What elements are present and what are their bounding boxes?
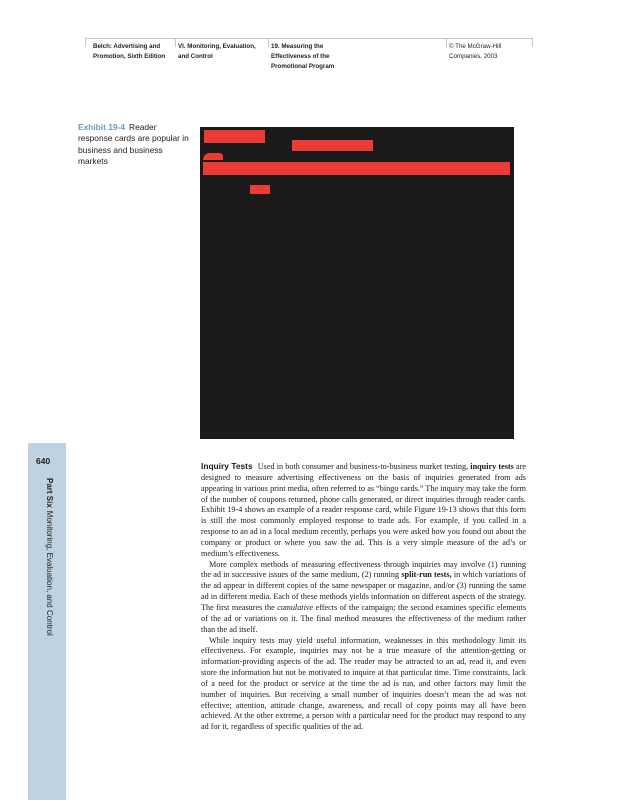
exhibit-redaction-block xyxy=(203,162,510,175)
exhibit-redaction-block xyxy=(292,140,373,151)
header-divider xyxy=(268,39,269,47)
exhibit-caption xyxy=(78,122,193,167)
page-number: 640 xyxy=(36,456,51,466)
part-spine-label xyxy=(44,478,54,654)
paragraph xyxy=(201,560,526,636)
paragraph xyxy=(201,461,526,560)
part-title: Monitoring, Evaluation, and Control xyxy=(45,510,54,636)
emphasis: cumulative xyxy=(277,602,314,612)
text-run: in which variations of the ad appear in different copies of the same newspaper or magazine, and/or (3) running the same ad in different media. Each of these methods yields information on different aspects of the strategy. The first measures the xyxy=(201,570,526,612)
part-number: Part Six xyxy=(45,478,54,508)
key-term: inquiry tests xyxy=(470,462,514,471)
section-heading: Inquiry Tests xyxy=(201,461,253,471)
header-copyright: © The McGraw-Hill Companies, 2003 xyxy=(449,43,502,60)
text-run: are designed to measure advertising effectiveness on the basis of inquiries generated from ads appearing in various print media, often referred to as “bingo cards.” The inquiry may take the form of the number of coupons returned, phone calls generated, or direct inquiries through reader cards. Exhibit 19-4 shows an example of a reader response card, while Figure 19-13 shows that this form is still the most commonly employed response to trade ads. For example, if you called in a response to an ad in a local medium recently, perhaps you were asked how you found out about the company or product or where you saw the ad. This is a very simple measure of the ad’s or medium’s effectiveness. xyxy=(201,462,526,558)
exhibit-caption-text: Reader response cards are popular in business and business markets xyxy=(78,122,189,166)
body-text xyxy=(201,461,526,733)
exhibit-redaction-block xyxy=(204,130,265,143)
paragraph: While inquiry tests may yield useful information, weaknesses in this methodology limit its effectiveness. For example, inquiries may not be a true measure of the attention-getting or information-providing aspects of the ad. The reader may be attracted to an ad, read it, and even store the information but not be motivated to inquire at that particular time. Time constraints, lack of a need for the product or service at the time the ad is run, and other factors may limit the number of inquiries. But receiving a small number of inquiries doesn’t mean the ad was not effective; attention, attitude change, awareness, and recall of copy points may all have been achieved. At the other extreme, a person with a particular need for the product may respond to any ad for it, regardless of specific qualities of the ad. xyxy=(201,635,526,732)
text-run: More complex methods of measuring effectiveness through inquiries may involve (1) running the ad in successive issues of the same medium, (2) running xyxy=(201,559,526,580)
exhibit-redaction-block xyxy=(203,153,223,160)
exhibit-redaction-block xyxy=(250,185,270,194)
key-term: split-run tests, xyxy=(401,570,452,580)
running-header xyxy=(85,38,533,73)
header-divider xyxy=(446,39,447,47)
text-run: effects of the campaign; the second examines specific elements of the ad or variations on it. The final method measures the effectiveness of the medium rather than the ad itself. xyxy=(201,602,526,634)
exhibit-label: Exhibit 19-4 xyxy=(78,122,126,132)
text-run: Used in both consumer and business-to-business market testing, xyxy=(257,462,471,471)
header-part: VI. Monitoring, Evaluation, and Control xyxy=(178,43,256,60)
header-book-title: Belch: Advertising and Promotion, Sixth Edition xyxy=(93,43,166,60)
header-divider xyxy=(85,39,86,47)
exhibit-image xyxy=(200,127,514,439)
header-chapter: 19. Measuring the Effectiveness of the Promotional Program xyxy=(271,43,335,70)
